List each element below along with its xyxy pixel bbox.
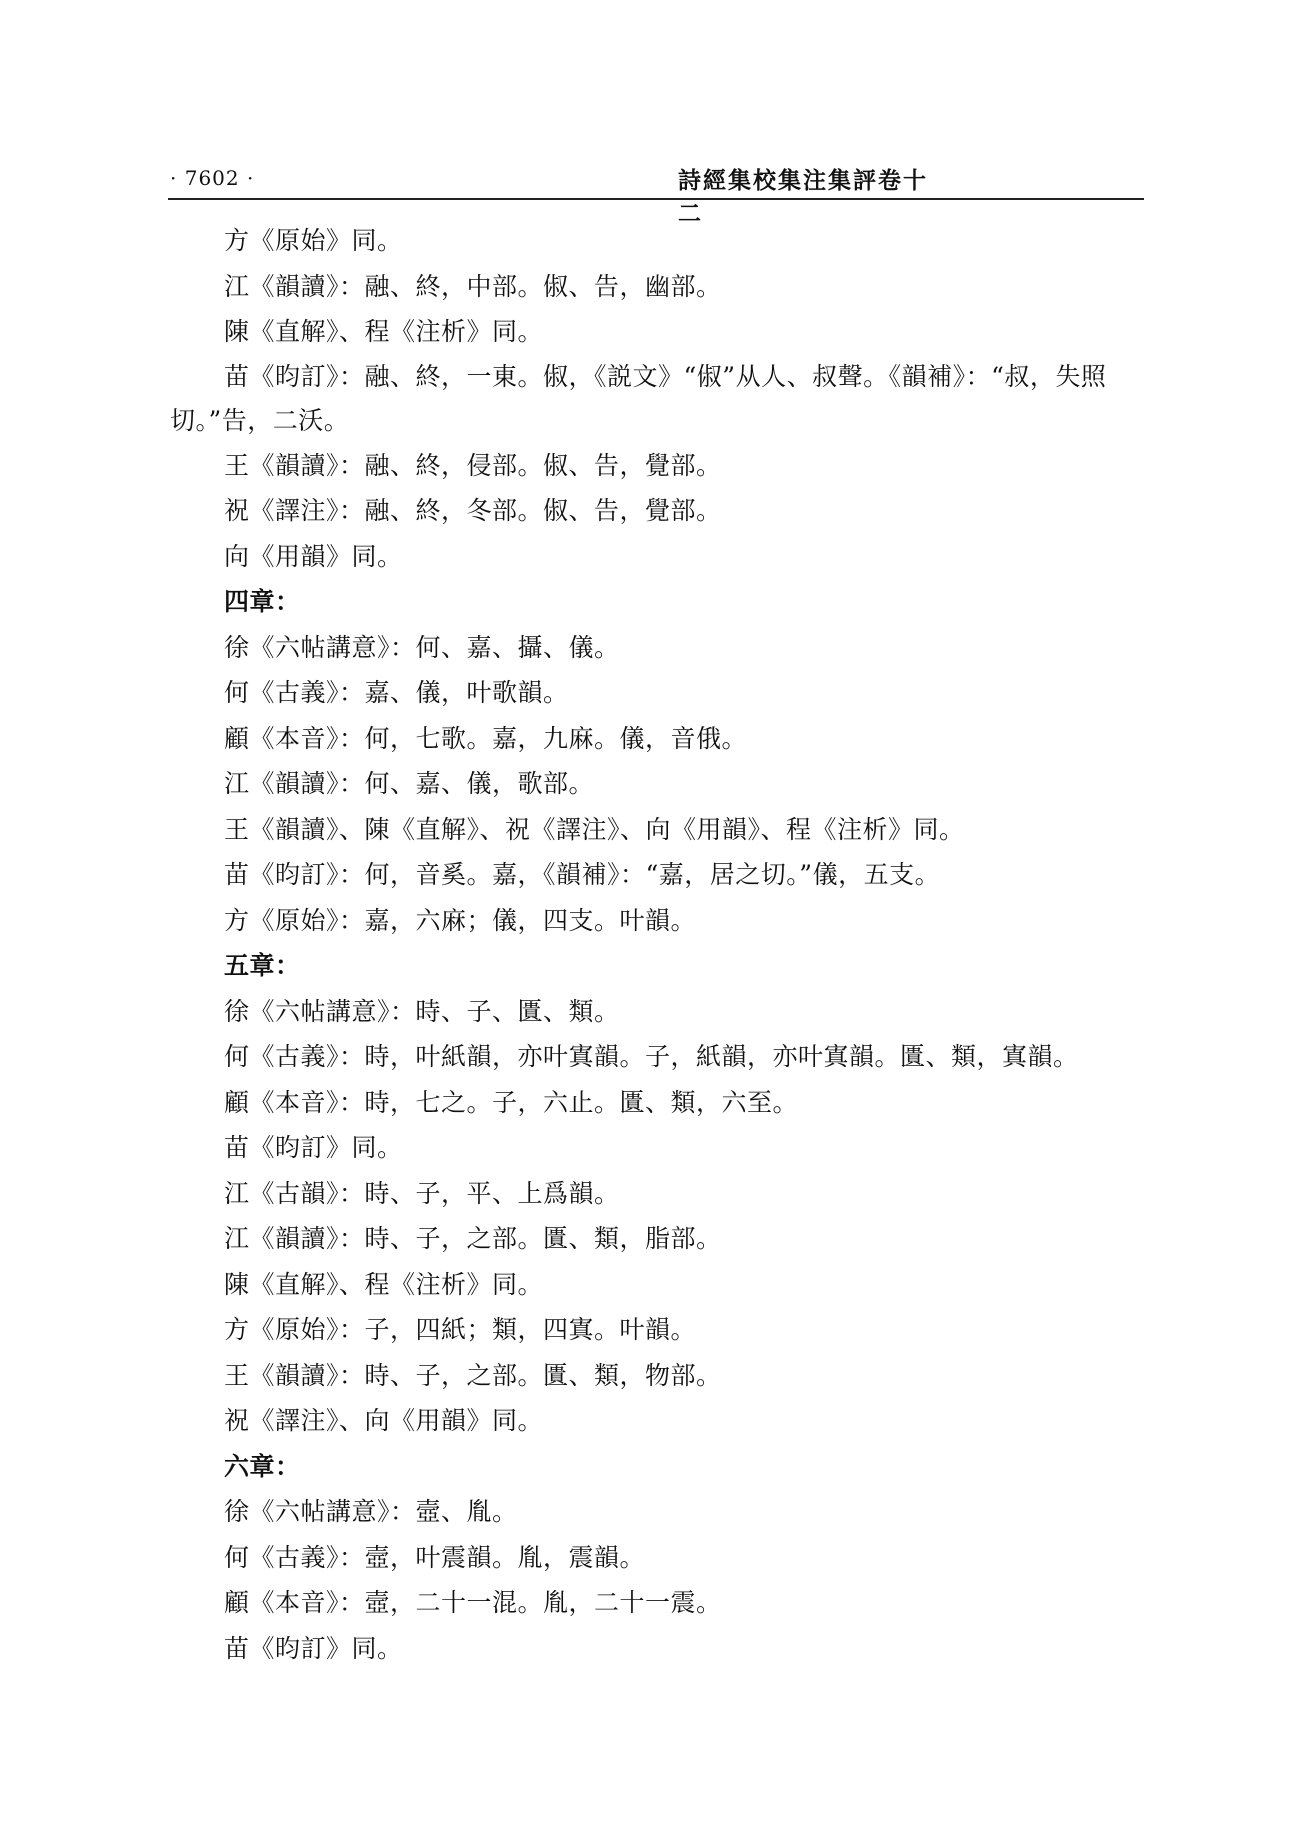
text-line: 江《韻讀》：融、終，中部。俶、告，幽部。 (224, 271, 722, 301)
text-line: 向《用韻》同。 (224, 541, 403, 571)
text-paragraph-wrapped: 苗《昀訂》：融、終，一東。俶，《説文》“俶”从人、叔聲。《韻補》：“叔，失照切。”告，二沃。 (170, 361, 1107, 435)
text-line: 何《古義》：壼，叶震韻。胤，震韻。 (224, 1542, 646, 1572)
section-heading: 六章： (224, 1451, 301, 1481)
text-line: 王《韻讀》：融、終，侵部。俶、告，覺部。 (224, 450, 722, 480)
text-line: 徐《六帖講意》：壼、胤。 (224, 1497, 518, 1526)
header-rule (168, 198, 1144, 200)
section-heading: 五章： (224, 951, 301, 980)
page-number: · 7602 · (170, 166, 255, 190)
text-line: 何《古義》：嘉、儀，叶歌韻。 (224, 678, 569, 707)
text-line: 顧《本音》：何，七歌。嘉，九麻。儀，音俄。 (224, 723, 748, 753)
text-line: 徐《六帖講意》：時、子、匱、類。 (224, 996, 620, 1026)
text-line: 顧《本音》：時，七之。子，六止。匱、類，六至。 (224, 1087, 799, 1117)
text-line: 陳《直解》、程《注析》同。 (224, 317, 544, 346)
text-line: 方《原始》：子，四紙；類，四寘。叶韻。 (224, 1315, 697, 1344)
running-head: 詩經集校集注集評卷十二 (678, 167, 928, 227)
text-line: 苗《昀訂》同。 (224, 1633, 403, 1663)
text-line: 顧《本音》：壼，二十一混。胤，二十一震。 (224, 1588, 722, 1617)
text-line: 陳《直解》、程《注析》同。 (224, 1269, 544, 1299)
text-line: 苗《昀訂》同。 (224, 1133, 403, 1162)
text-line: 祝《譯注》、向《用韻》同。 (224, 1406, 544, 1435)
text-line: 方《原始》：嘉，六麻；儀，四支。叶韻。 (224, 905, 697, 935)
section-heading: 四章： (224, 587, 301, 616)
page-header (168, 160, 1144, 227)
text-line: 江《古韻》：時、子，平、上爲韻。 (224, 1178, 620, 1208)
text-line: 江《韻讀》：時、子，之部。匱、類，脂部。 (224, 1224, 722, 1253)
text-line: 苗《昀訂》：何，音奚。嘉，《韻補》：“嘉，居之切。”儀，五支。 (224, 860, 941, 889)
body-text (170, 218, 1145, 1671)
text-line: 祝《譯注》：融、終，冬部。俶、告，覺部。 (224, 496, 722, 525)
text-line: 方《原始》同。 (224, 226, 403, 255)
text-line: 何《古義》：時，叶紙韻，亦叶寘韻。子，紙韻，亦叶寘韻。匱、類，寘韻。 (224, 1042, 1079, 1071)
text-line: 王《韻讀》：時、子，之部。匱、類，物部。 (224, 1360, 722, 1390)
text-line: 徐《六帖講意》：何、嘉、攝、儀。 (224, 632, 620, 662)
text-line: 王《韻讀》、陳《直解》、祝《譯注》、向《用韻》、程《注析》同。 (224, 814, 965, 844)
text-line: 江《韻讀》：何、嘉、儀，歌部。 (224, 769, 595, 798)
